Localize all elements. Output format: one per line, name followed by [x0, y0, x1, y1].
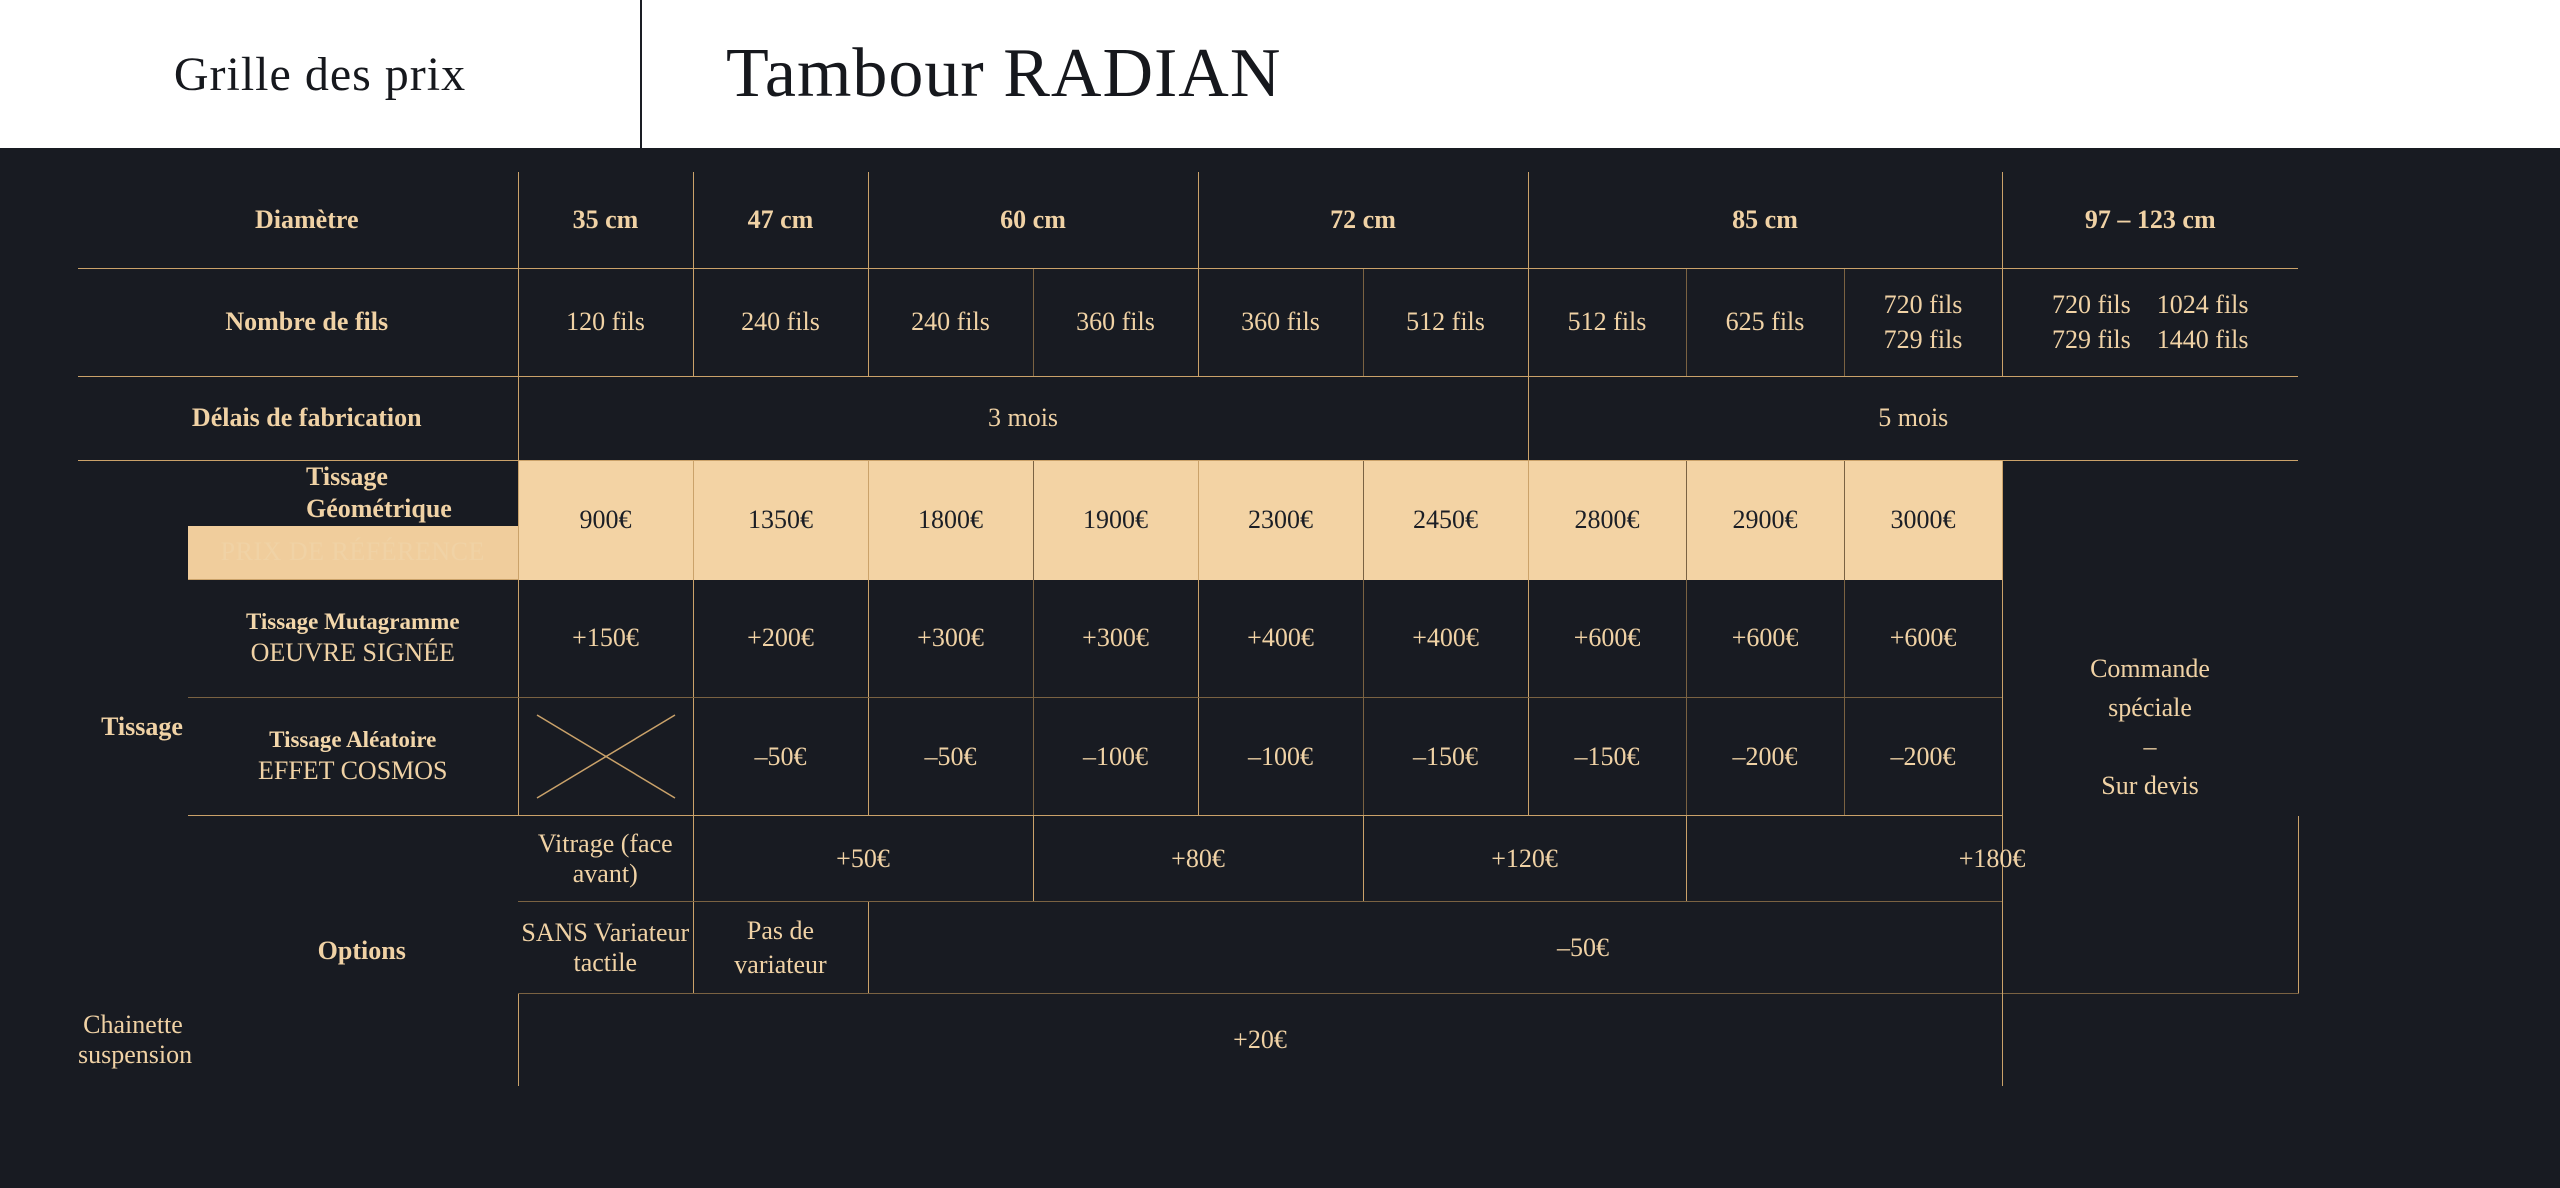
row-title-mutagramme: Tissage Mutagramme: [245, 608, 460, 634]
threads-97-123: [2002, 268, 2298, 376]
price-alea-85a: –150€: [1528, 698, 1686, 816]
threads-85-c-line2: 729 fils: [1883, 325, 1963, 354]
special-line3: –: [2143, 731, 2157, 761]
row-subtitle-mutagramme: OEUVRE SIGNÉE: [250, 637, 455, 667]
threads-72-b: 512 fils: [1363, 268, 1528, 376]
threads-97-l1a: 720 fils: [2052, 289, 2131, 319]
diameter-60: 60 cm: [868, 172, 1198, 268]
row-label-mutagramme: [188, 580, 518, 698]
price-alea-60a: –50€: [868, 698, 1033, 816]
threads-97-l2b: 1440 fils: [2156, 325, 2249, 354]
price-geo-85a: 2800€: [1528, 460, 1686, 580]
threads-97-l2a: 729 fils: [2052, 325, 2131, 354]
table-row-nombre-de-fils: [78, 268, 2478, 376]
threads-60-a: 240 fils: [868, 268, 1033, 376]
row-subtitle-geometrique: PRIX DE RÉFÉRENCE: [188, 526, 518, 580]
threads-97-l1b: 1024 fils: [2156, 289, 2249, 319]
threads-97-line1: [2003, 287, 2299, 322]
row-label-aleatoire: [188, 698, 518, 816]
row-label-vitrage: Vitrage (face avant): [518, 816, 693, 902]
price-geo-35: 900€: [518, 460, 693, 580]
table-row-delais: [78, 376, 2478, 460]
header-left: [0, 0, 640, 148]
threads-35: 120 fils: [518, 268, 693, 376]
price-geo-60a: 1800€: [868, 460, 1033, 580]
row-subtitle-aleatoire: EFFET COSMOS: [257, 755, 448, 785]
special-line4: Sur devis: [2101, 770, 2199, 800]
price-muta-60b: +300€: [1033, 580, 1198, 698]
price-vitrage-3: +120€: [1363, 816, 1686, 902]
page-header: [0, 0, 2560, 148]
variateur-empty: [2298, 902, 2478, 994]
diameter-97-123: 97 – 123 cm: [2002, 172, 2298, 268]
variateur-none-line1: Pas de: [746, 915, 815, 945]
price-grid-table: [78, 172, 2478, 1086]
group-label-options: Options: [317, 935, 406, 965]
row-label-variateur: SANS Variateur tactile: [518, 902, 693, 994]
threads-47: 240 fils: [693, 268, 868, 376]
price-muta-85b: +600€: [1686, 580, 1844, 698]
diameter-85: 85 cm: [1528, 172, 2002, 268]
row-label-chainette: Chainette suspension: [78, 1009, 193, 1069]
price-vitrage-1: +50€: [693, 816, 1033, 902]
diameter-35: 35 cm: [518, 172, 693, 268]
price-muta-35: +150€: [518, 580, 693, 698]
price-alea-72a: –100€: [1198, 698, 1363, 816]
price-variateur: –50€: [868, 902, 2298, 994]
price-geo-60b: 1900€: [1033, 460, 1198, 580]
price-geo-85b: 2900€: [1686, 460, 1844, 580]
price-alea-85c: –200€: [1844, 698, 2002, 816]
price-chainette: +20€: [518, 994, 2002, 1086]
price-geo-85c: 3000€: [1844, 460, 2002, 580]
label-delais: Délais de fabrication: [78, 376, 518, 460]
page-subtitle: Grille des prix: [173, 47, 467, 101]
threads-85-c: [1844, 268, 2002, 376]
price-muta-72b: +400€: [1363, 580, 1528, 698]
chainette-empty: [2002, 994, 2298, 1086]
special-line2: spéciale: [2108, 692, 2192, 722]
threads-60-b: 360 fils: [1033, 268, 1198, 376]
price-vitrage-2: +80€: [1033, 816, 1363, 902]
threads-97-line2: [2003, 322, 2299, 357]
header-right: [642, 0, 2560, 148]
price-alea-47: –50€: [693, 698, 868, 816]
price-geo-72b: 2450€: [1363, 460, 1528, 580]
special-line1: Commande: [2090, 653, 2210, 683]
price-muta-72a: +400€: [1198, 580, 1363, 698]
row-title-aleatoire: Tissage Aléatoire: [269, 726, 437, 752]
delay-5-mois: 5 mois: [1528, 376, 2298, 460]
price-alea-72b: –150€: [1363, 698, 1528, 816]
label-nombre-de-fils: Nombre de fils: [78, 268, 518, 376]
group-label-tissage: Tissage: [101, 712, 183, 741]
price-muta-85c: +600€: [1844, 580, 2002, 698]
price-alea-85b: –200€: [1686, 698, 1844, 816]
threads-72-a: 360 fils: [1198, 268, 1363, 376]
label-diametre: Diamètre: [78, 172, 518, 268]
vitrage-empty: [2298, 816, 2478, 902]
table-row-diametre: [78, 172, 2478, 268]
price-alea-60b: –100€: [1033, 698, 1198, 816]
delay-3-mois: 3 mois: [518, 376, 1528, 460]
row-title-geometrique: Tissage Géométrique: [306, 461, 452, 523]
variateur-none-35: [693, 902, 868, 994]
price-muta-47: +200€: [693, 580, 868, 698]
threads-85-a: 512 fils: [1528, 268, 1686, 376]
price-muta-85a: +600€: [1528, 580, 1686, 698]
diameter-72: 72 cm: [1198, 172, 1528, 268]
price-alea-35-unavailable: [518, 698, 693, 816]
page-title: Tambour RADIAN: [726, 35, 1282, 112]
price-muta-60a: +300€: [868, 580, 1033, 698]
price-vitrage-4: +180€: [1686, 816, 2298, 902]
table-row-tissage-geometrique: [78, 460, 2478, 526]
price-grid-sheet: [0, 148, 2560, 1188]
table-row-vitrage: [78, 816, 2478, 902]
cross-out-icon: [531, 709, 681, 804]
threads-85-b: 625 fils: [1686, 268, 1844, 376]
variateur-none-line2: variateur: [734, 949, 827, 979]
diameter-47: 47 cm: [693, 172, 868, 268]
price-geo-72a: 2300€: [1198, 460, 1363, 580]
threads-85-c-line1: 720 fils: [1883, 289, 1963, 319]
price-geo-47: 1350€: [693, 460, 868, 580]
